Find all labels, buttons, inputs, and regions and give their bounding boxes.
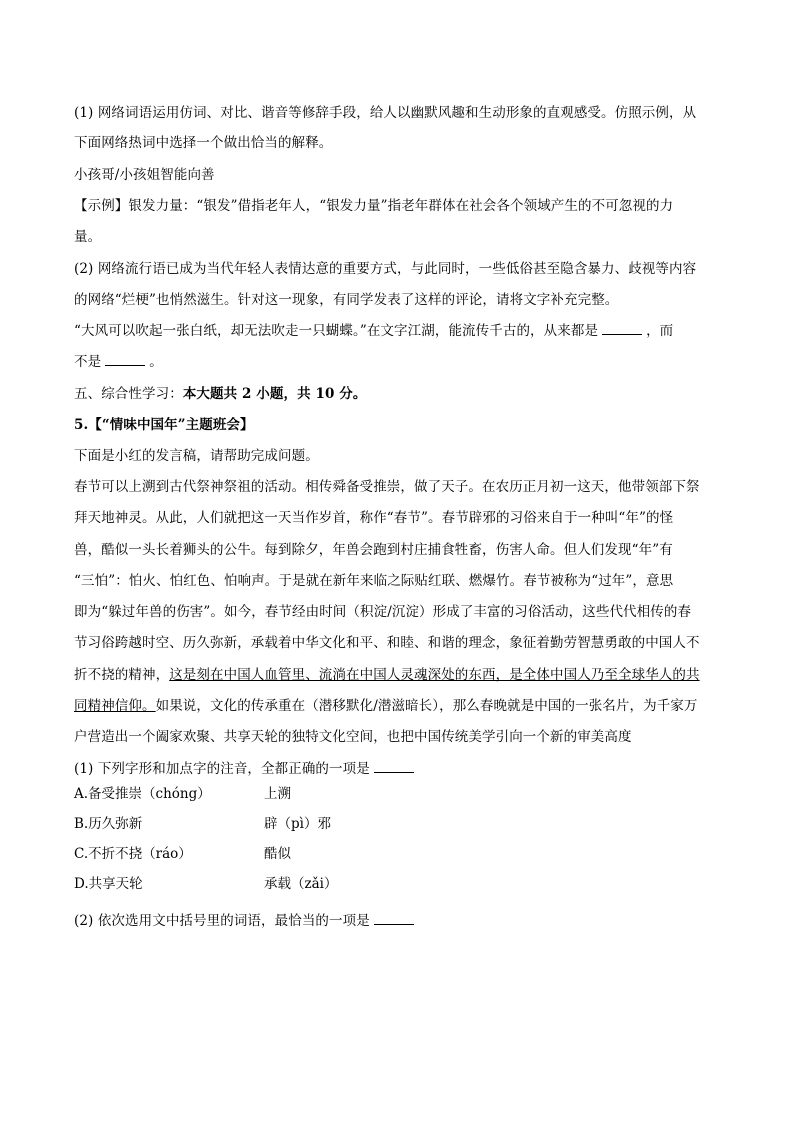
section5-heading xyxy=(74,384,724,404)
passage-line6: 节习俗跨越时空、历久弥新，承载着中华文化和平、和睦、和谐的理念，象征着勤劳智慧勇敢的中国人不 xyxy=(74,635,700,651)
passage-line3: 兽，酷似一头长着狮头的公牛。每到除夕，年兽会跑到村庄捕食牲畜，伤害人命。但人们发现“年”有 xyxy=(74,542,673,558)
question5-title: 5.【“情味中国年”主题班会】 xyxy=(74,417,254,433)
answer-blank-1[interactable] xyxy=(602,322,642,335)
answer-blank-4[interactable] xyxy=(374,912,414,925)
q2-line4-text: 不是 xyxy=(74,354,102,370)
q2-text-line2: 的网络“烂梗”也悄然滋生。针对这一现象，有同学发表了这样的评论，请将文字补充完整。 xyxy=(74,292,619,308)
section-scoring: 本大题共 2 小题，共 10 分。 xyxy=(182,386,367,402)
q1-example-line1: 【示例】银发力量：“银发”借指老年人，“银发力量”指老年群体在社会各个领域产生的不可忽视的力 xyxy=(74,198,674,214)
passage-line8-text: 如果说，文化的传承重在（潜移默化/潜滋暗长），那么春晚就是中国的一张名片，为千家万 xyxy=(155,698,698,714)
answer-blank-2[interactable] xyxy=(105,353,145,366)
option-c-left[interactable]: C.不折不挠（ráo） xyxy=(74,846,192,862)
passage-line1: 春节可以上溯到古代祭神祭祖的活动。相传舜备受推崇，做了天子。在农历正月初一这天，他带领部下祭 xyxy=(74,479,700,495)
option-b-right: 辟（pì）邪 xyxy=(264,816,331,832)
underlined-sentence-part2: 同精神信仰。 xyxy=(74,698,156,714)
passage-line8 xyxy=(74,696,724,716)
passage-line7 xyxy=(74,665,724,685)
option-a-left[interactable]: A.备受推崇（chóng） xyxy=(74,786,211,802)
option-a-right: 上溯 xyxy=(264,786,291,802)
passage-line4: “三怕”：怕火、怕红色、怕响声。于是就在新年来临之际贴红联、燃爆竹。春节被称为“过年”，意思 xyxy=(74,573,674,589)
passage-line2: 拜天地神灵。从此，人们就把这一天当作岁首，称作“春节”。春节辟邪的习俗来自于一种叫“年”的怪 xyxy=(74,510,674,526)
option-d-left[interactable]: D.共享天轮 xyxy=(74,876,143,892)
option-b-left[interactable]: B.历久弥新 xyxy=(74,816,143,832)
q2-text-line4 xyxy=(74,352,724,372)
option-d-right: 承载（zǎi） xyxy=(264,876,338,892)
q2-text-line1: (2) 网络流行语已成为当代年轻人表情达意的重要方式，与此同时，一些低俗甚至隐含暴力、歧视等内容 xyxy=(74,261,697,277)
question5-intro: 下面是小红的发言稿，请帮助完成问题。 xyxy=(74,448,319,464)
q1-text-line2: 下面网络热词中选择一个做出恰当的解释。 xyxy=(74,135,333,151)
passage-line7-text: 折不挠的精神， xyxy=(74,667,170,683)
passage-line5: 即为“躲过年兽的伤害”。如今，春节经由时间（积淀/沉淀）形成了丰富的习俗活动，这些代代相传的春 xyxy=(74,604,692,620)
section-label: 五、综合性学习： xyxy=(74,386,183,402)
sub1-question-text: (1) 下列字形和加点字的注音，全都正确的一项是 xyxy=(74,761,370,777)
q2-line3-text: “大风可以吹起一张白纸，却无法吹走一只蝴蝶。”在文字江湖，能流传千古的，从来都是 xyxy=(74,323,599,339)
q2-line3-end: ，而 xyxy=(646,323,674,339)
underlined-sentence-part1: 这是刻在中国人血管里、流淌在中国人灵魂深处的东西，是全体中国人乃至全球华人的共 xyxy=(169,667,700,683)
q1-example-line2: 量。 xyxy=(74,229,102,245)
passage-line9: 户营造出一个阖家欢聚、共享天轮的独特文化空间，也把中国传统美学引向一个新的审美高度 xyxy=(74,729,632,745)
q1-text-line1: (1) 网络词语运用仿词、对比、谐音等修辞手段，给人以幽默风趣和生动形象的直观感受。仿照示例，从 xyxy=(74,105,697,121)
sub2-question xyxy=(74,911,724,931)
answer-blank-3[interactable] xyxy=(374,760,414,773)
sub1-question xyxy=(74,759,724,779)
q2-line4-end: 。 xyxy=(149,354,163,370)
option-c-right: 酷似 xyxy=(264,846,291,862)
sub2-question-text: (2) 依次选用文中括号里的词语，最恰当的一项是 xyxy=(74,913,370,929)
q2-text-line3 xyxy=(74,321,724,341)
q1-hot-words: 小孩哥/小孩姐智能向善 xyxy=(74,167,215,183)
